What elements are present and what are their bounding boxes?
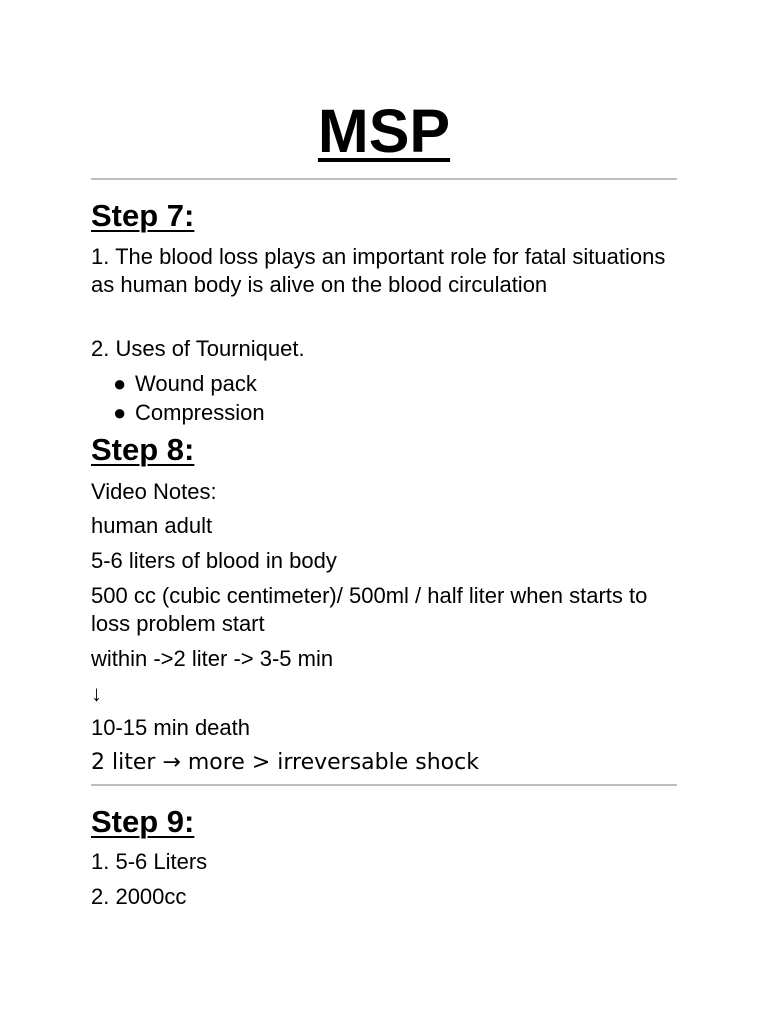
- list-item: ● Compression: [113, 400, 265, 425]
- list-item: ● Wound pack: [113, 371, 257, 396]
- bullet-icon: ●: [113, 400, 127, 425]
- step8-heading: Step 8:: [91, 432, 195, 467]
- step8-line: within ->2 liter -> 3-5 min: [91, 646, 334, 671]
- step8-line: 10-15 min death: [91, 715, 250, 740]
- step7-item-2: 2. Uses of Tourniquet.: [91, 336, 305, 361]
- step8-line: 2 liter → more > irreversable shock: [91, 750, 479, 775]
- step7-item-1: 1. The blood loss plays an important role for fatal situations as human body is alive on the blood circulation: [91, 244, 666, 297]
- down-arrow-icon: ↓: [91, 681, 102, 706]
- step7-heading: Step 7:: [91, 198, 195, 233]
- divider: [91, 178, 677, 180]
- step7-bullet-list: [113, 369, 265, 427]
- document-title: MSP: [317, 97, 451, 165]
- divider: [91, 784, 677, 786]
- step8-line: 500 cc (cubic centimeter)/ 500ml / half liter when starts to loss problem start: [91, 583, 648, 636]
- step8-line: human adult: [91, 513, 213, 538]
- step8-line: Video Notes:: [91, 479, 217, 504]
- step9-item: 2. 2000cc: [91, 884, 187, 909]
- step9-heading: Step 9:: [91, 804, 195, 839]
- bullet-icon: ●: [113, 371, 127, 396]
- step9-item: 1. 5-6 Liters: [91, 849, 208, 874]
- step8-line: 5-6 liters of blood in body: [91, 548, 337, 573]
